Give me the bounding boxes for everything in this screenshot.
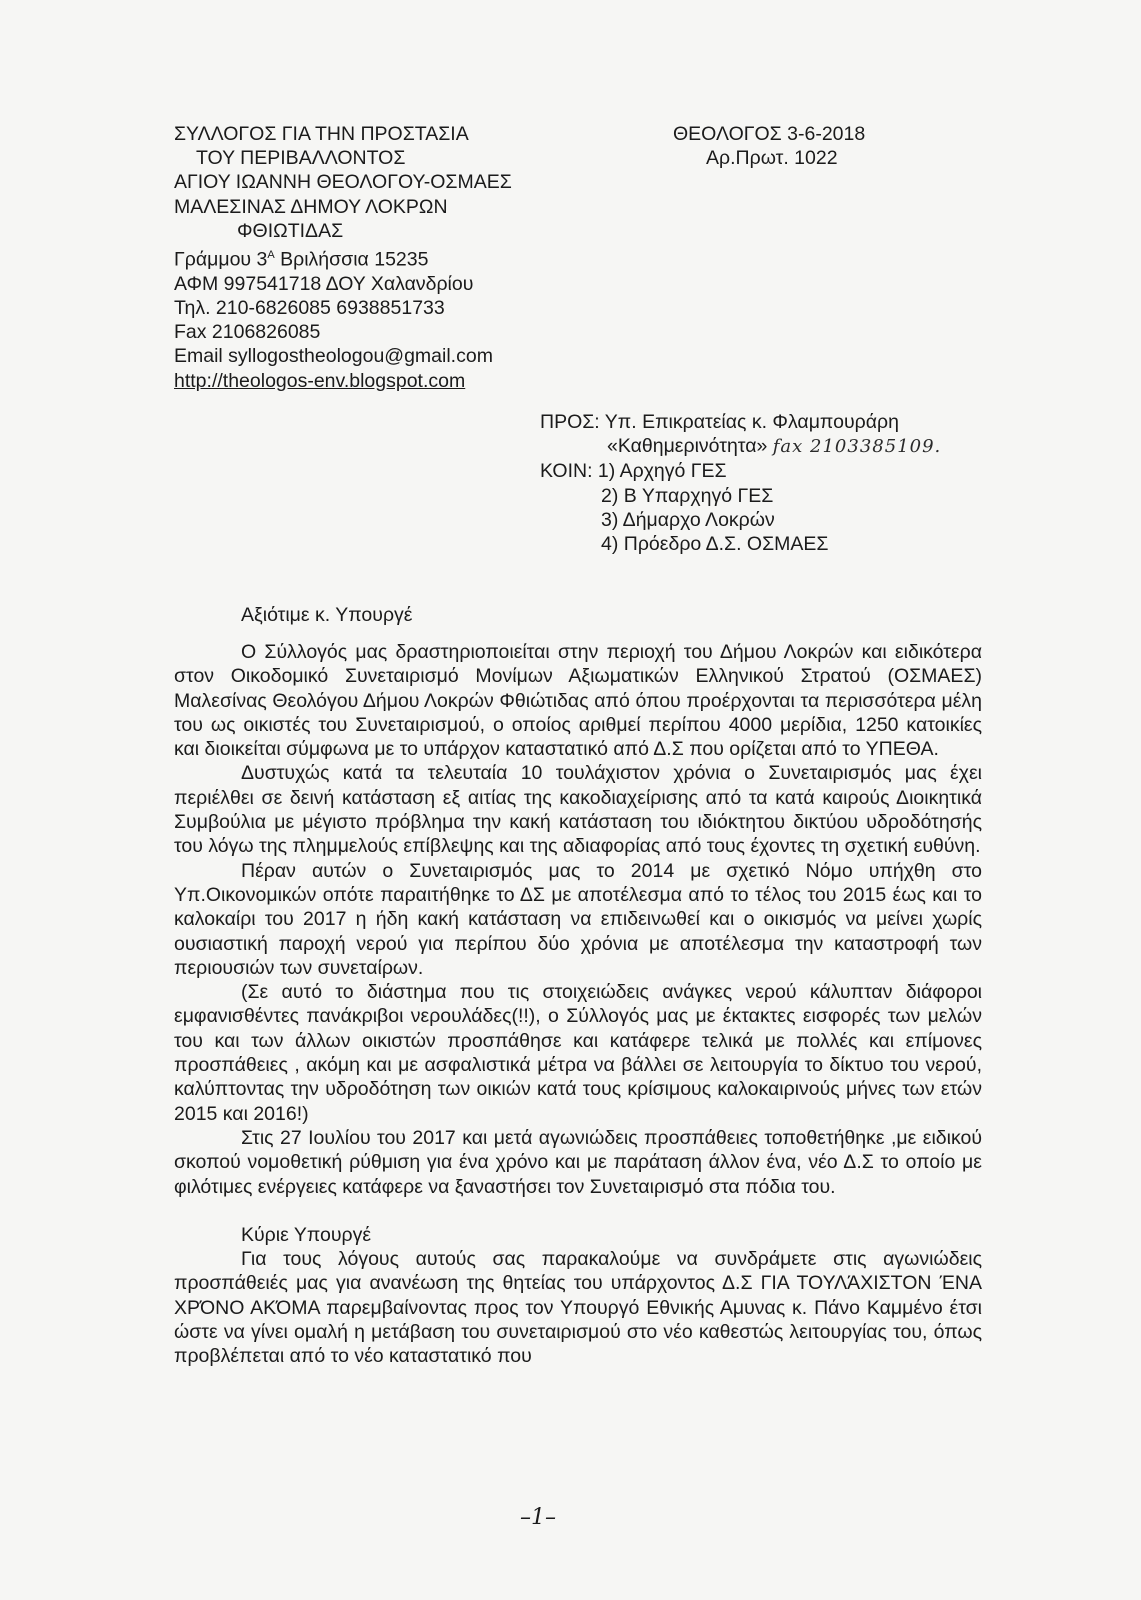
sender-name-line-3: ΑΓΙΟΥ ΙΩΑΝΝΗ ΘΕΟΛΟΓΟΥ-ΟΣΜΑΕΣ	[174, 171, 512, 194]
sender-block	[174, 122, 512, 393]
cc-recipient-1: 1) Αρχηγό ΓΕΣ	[597, 460, 727, 483]
letter-body	[174, 640, 982, 1369]
protocol-number: Αρ.Πρωτ. 1022	[706, 147, 838, 170]
sender-name-line-1: ΣΥΛΛΟΓΟΣ ΓΙΑ ΤΗΝ ΠΡΟΣΤΑΣΙΑ	[174, 123, 469, 145]
address-street: Γράμμου 3	[174, 248, 268, 271]
cc-line	[540, 459, 941, 483]
cc-recipient-4: 4) Πρόεδρο Δ.Σ. ΟΣΜΑΕΣ	[601, 533, 829, 556]
sender-name-line-2: ΤΟΥ ΠΕΡΙΒΑΛΛΟΝΤΟΣ	[196, 147, 406, 170]
sender-address	[174, 243, 512, 272]
salutation: Αξιότιμε κ. Υπουργέ	[241, 604, 413, 626]
cc-label: ΚΟΙΝ:	[540, 460, 598, 483]
handwritten-fax-note: fax 2103385109.	[772, 436, 942, 458]
place-date: ΘΕΟΛΟΓΟΣ 3-6-2018	[673, 123, 866, 145]
address-superscript: Α	[267, 249, 275, 262]
page-number: –1–	[520, 1505, 556, 1530]
to-line-2	[540, 434, 941, 459]
paragraph-5: Στις 27 Ιουλίου του 2017 και μετά αγωνιώδεις προσπάθειες τοποθετήθηκε ,με ειδικού σκοπού νομοθετική ρύθμιση για ένα χρόνο και με παράταση άλλον ένα, νέο Δ.Σ το οποίο με φιλότιμες ενέργειες κατάφερε να ξαναστήσει τον Συνεταιρισμό στα πόδια του.	[174, 1126, 982, 1198]
paragraph-2: Δυστυχώς κατά τα τελευταία 10 τουλάχιστον χρόνια ο Συνεταιρισμός μας έχει περιέλθει σε δεινή κατάσταση εξ αιτίας της κακοδιαχείρισης από τα κατά καιρούς Διοικητικά Συμβούλια με μέγιστο πρόβλημα την κακή κατάσταση του ιδιόκτητου δικτύου υδροδότησής του λόγω της πλημμελούς επίβλεψης και της αδιαφορίας από τους έχοντες τη σχετική ευθύνη.	[174, 762, 982, 858]
closing-paragraph: Για τους λόγους αυτούς σας παρακαλούμε να συνδράμετε στις αγωνιώδεις προσπάθειές μας για ανανέωση της θητείας του υπάρχοντος Δ.Σ ΓΙΑ ΤΟΥΛΆΧΙΣΤΟΝ ΈΝΑ ΧΡΌΝΟ ΑΚΌΜΑ παρεμβαίνοντας προς τον Υπουργό Εθνικής Αμυνας κ. Πάνο Καμμένο έτσι ώστε να γίνει ομαλή η μετάβαση του συνεταιρισμού στο νέο καθεστώς λειτουργίας του, όπως προβλέπεται από το νέο καταστατικό που	[174, 1248, 982, 1368]
paragraph-4: (Σε αυτό το διάστημα που τις στοιχειώδεις ανάγκες νερού κάλυπταν διάφοροι εμφανισθέντες πανάκριβοι νερουλάδες(!!), ο Σύλλογός μας με έκτακτες εισφορές των μελών του και των άλλων οικιστών προσπάθησε και κατάφερε τελικά με πολλές και επίμονες προσπάθειες , ακόμη και με ασφαλιστικά μέτρα να βάλλει σε λειτουργία το δίκτυο του νερού, καλύπτοντας την υδροδότηση των οικιών κατά τους κρίσιμους καλοκαιρινούς μήνες των ετών 2015 και 2016!)	[174, 981, 982, 1125]
sender-website-link[interactable]: http://theologos-env.blogspot.com	[174, 369, 466, 392]
paragraph-3: Πέραν αυτών ο Συνεταιρισμός μας το 2014 με σχετικό Νόμο υπήχθη στο Υπ.Οικονομικών οπότε παραιτήθηκε το ΔΣ με αποτέλεσμα από το τέλος του 2015 έως και το καλοκαίρι του 2017 η ήδη κακή κατάσταση να επιδεινωθεί και ο οικισμός να μείνει χωρίς ουσιαστική παροχή νερού για περίπου δύο χρόνια με αποτέλεσμα την καταστροφή των περιουσιών των συνεταίρων.	[174, 859, 982, 979]
to-label: ΠΡΟΣ:	[540, 411, 605, 433]
sender-name-line-5: ΦΘΙΩΤΙΔΑΣ	[237, 219, 344, 242]
sender-tel: Τηλ. 210-6826085 6938851733	[174, 296, 445, 319]
to-line	[540, 410, 941, 434]
paragraph-1: Ο Σύλλογός μας δραστηριοποιείται στην περιοχή του Δήμου Λοκρών και ειδικότερα στον Οικοδομικό Συνεταιρισμό Μονίμων Αξιωματικών Ελληνικού Στρατού (ΟΣΜΑΕΣ) Μαλεσίνας Θεολόγου Δήμου Λοκρών Φθιώτιδας από όπου προέρχονται τα περισσότερα μέλη του ως οικιστές του Συνεταιρισμού, ο οποίος αριθμεί περίπου 4000 μερίδια, 1250 κατοικίες και διοικείται σύμφωνα με το υπάρχον καταστατικό από Δ.Σ που ορίζεται από το ΥΠΕΘΑ.	[174, 641, 982, 761]
sender-afm: ΑΦΜ 997541718 ΔΟΥ Χαλανδρίου	[174, 272, 474, 295]
cc-recipient-3: 3) Δήμαρχο Λοκρών	[601, 508, 775, 531]
closing-salutation: Κύριε Υπουργέ	[241, 1223, 372, 1246]
sender-fax: Fax 2106826085	[174, 321, 321, 344]
sender-name-line-4: ΜΑΛΕΣΙΝΑΣ ΔΗΜΟΥ ΛΟΚΡΩΝ	[174, 195, 448, 218]
sender-email: Email syllogostheologou@gmail.com	[174, 345, 493, 368]
recipients-block	[540, 410, 941, 556]
to-recipient: Υπ. Επικρατείας κ. Φλαμπουράρη	[604, 411, 899, 433]
cc-recipient-2: 2) Β Υπαρχηγό ΓΕΣ	[601, 484, 774, 507]
date-block	[673, 122, 865, 170]
to-recipient-2: «Καθημερινότητα»	[607, 435, 768, 458]
address-rest: Βριλήσσια 15235	[274, 248, 429, 271]
